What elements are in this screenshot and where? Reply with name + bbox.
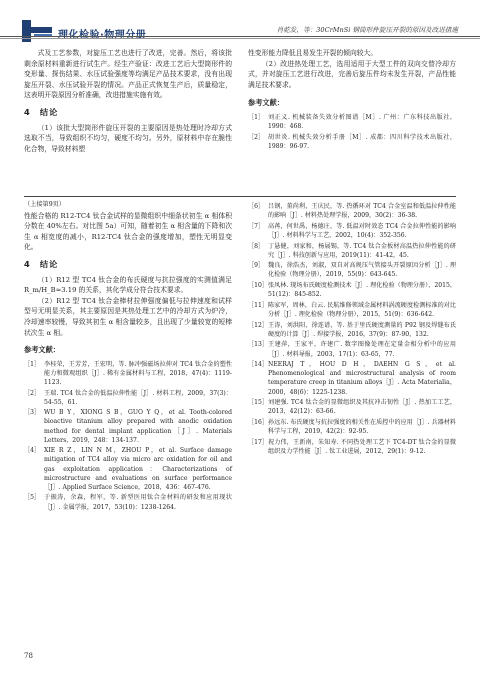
- reference-text: 祝力伟，王新南，朱知寿. 不同热处理工艺下 TC4-DT 钛合金的显微组织及力学性能［J］. 钛工业进展，2012，29(1)：9-12.: [268, 438, 456, 455]
- reference-text: 孙远东. 布氏硬度与抗拉强度的相关性在质控中的应用［J］. 兵器材料科学与工程，2019，42(2)：92-95.: [268, 419, 456, 436]
- section-heading-conclusion: 4 结论: [24, 258, 59, 269]
- body-paragraph: （1）该批大型筒形件旋压开裂的主要原因是热处理时冷却方式选取不当，导致组织不均匀，硬度不均匀。另外，原材料中存在脆性化合物，导致材料塑: [24, 123, 232, 153]
- journal-logo-icon: [22, 20, 52, 42]
- top-right-column: [248, 48, 456, 153]
- reference-item: [248, 133, 456, 151]
- reference-item: [24, 408, 232, 444]
- article-divider: [24, 196, 456, 197]
- body-paragraph: 式及工艺参数，对旋压工艺也进行了改进，完善。然后，将该批剩余原材料重新进行试生产。经生产验证：改进工艺后大型筒形件的变形量、探伤结果、水压试验强度等均满足产品技术要求，没有出现旋压开裂、水压试验开裂的情况。产品正式恢复生产后，质量稳定，这表明开裂原因分析准确，改进措施实施有效。: [24, 49, 232, 100]
- reference-item: [248, 301, 456, 319]
- reference-item: [248, 360, 456, 396]
- body-paragraph: （2）R12 型 TC4 钛合金棒材拉伸强度偏低与拉伸速度和试样型号无明显关系，其主要原因是其热处理工艺中的冷却方式为炉冷，冷却速率较慢，导致其初生 α 相含量较多，且出现了少量较宽的短棒状次生 α 相。: [24, 296, 232, 337]
- reference-number: ［17］: [248, 438, 268, 446]
- reference-number: ［6］: [248, 203, 265, 210]
- continued-note: （上接第9页）: [24, 201, 66, 208]
- references-list: [24, 360, 232, 512]
- reference-item: [248, 113, 456, 131]
- reference-text: 魏良，徐浩杰，刘淑，双自对高规压气管接头开裂原因分析［J］. 理化检验（物理分册），2019，55(9)：643-645.: [268, 262, 456, 279]
- reference-item: [248, 418, 456, 436]
- reference-item: [248, 202, 456, 220]
- references-heading: 参考文献：: [248, 98, 284, 108]
- reference-number: ［1］: [24, 360, 41, 368]
- reference-text: WU B Y，XIONG S B，GUO Y Q，et al. Tooth-colored bioactive titanium alloy prepared with anodic oxidation method for dental implant application［J］. Materials Letters，2019，248：134-137.: [44, 409, 232, 444]
- references-list: [248, 202, 456, 456]
- reference-text: 高苒，何世禹，杨德庄，等. 低温对时效态 TC4 合金拉伸性能的影响［J］. 材料科学与工艺，2002，10(4)：352-356.: [268, 222, 456, 239]
- reference-text: 王瑞. TC4 钛合金的低温拉伸性能［J］. 材料工程，2009，37(3)：54-55，61.: [44, 389, 232, 406]
- reference-number: ［12］: [248, 321, 268, 329]
- bottom-left-column: [24, 200, 232, 513]
- reference-text: NEERAJ T，HOU D H，DAEHN G S，et al. Phenomenological and microstructural analysis of room temperature creep in titanium alloys［J］. Acta Materialia，2000，48(6)：1225-1238.: [268, 361, 456, 396]
- reference-number: ［9］: [248, 262, 265, 270]
- header-rule-thin: [0, 38, 480, 39]
- reference-number: ［2］: [248, 133, 265, 141]
- reference-text: 张凤林. 现场布氏硬度检测技术［J］. 理化检验（物理分册），2015，51(12)：845-852.: [268, 282, 456, 299]
- reference-text: 王涛，刘洪阳，徐连谱，等. 基于里氏硬度测量的 P92 钢及焊缝布氏硬度的计算［J］. 焊接学报，2016，37(9)：87-90，132.: [268, 321, 456, 338]
- reference-number: ［1］: [248, 113, 265, 121]
- running-head: 肖乾发，等：30CrMnSi 钢筒形件旋压开裂的原因及改进措施: [276, 26, 458, 34]
- reference-item: [248, 242, 456, 260]
- reference-number: ［16］: [248, 419, 268, 426]
- reference-number: ［5］: [24, 494, 41, 502]
- page-header: [0, 0, 480, 52]
- reference-number: ［3］: [24, 409, 41, 417]
- bottom-right-column: [248, 202, 456, 458]
- body-paragraph: 性变形能力降低且易发生开裂的倾向较大。: [248, 49, 378, 57]
- reference-text: 刘建强. TC4 钛合金的显微组织及其抗冲击韧性［J］. 热加工工艺，2013，42(12)：63-66.: [268, 399, 456, 416]
- reference-number: ［7］: [248, 222, 265, 230]
- reference-number: ［4］: [24, 447, 41, 455]
- reference-item: [24, 493, 232, 511]
- reference-text: 李桂荣，王芳芳，王宏明，等. 脉冲强磁场拉伸对 TC4 钛合金的塑性能力和微观组织［J］. 稀有金属材料与工程，2018，47(4)：1119-1123.: [44, 360, 232, 386]
- section-heading-conclusion: 4 结论: [24, 106, 59, 117]
- reference-text: 陈家军，周林，白云. 民航维修领域金属材料涡流硬度检测标准的对比分析［J］. 理化检验（物理分册），2015，51(9)：636-642.: [268, 301, 456, 318]
- page-number: 78: [24, 652, 33, 660]
- reference-item: [24, 446, 232, 491]
- reference-text: 于振涛，余森，程军，等. 新型医用钛合金材料的研发和应用现状［J］. 金属学报，2017，53(10)：1238-1264.: [44, 494, 232, 511]
- reference-item: [248, 261, 456, 279]
- reference-number: ［14］: [248, 361, 268, 369]
- reference-number: ［2］: [24, 389, 41, 397]
- reference-item: [248, 321, 456, 339]
- references-heading: 参考文献：: [24, 345, 60, 355]
- reference-number: ［13］: [248, 341, 268, 349]
- header-rule: [0, 36, 480, 37]
- reference-item: [248, 281, 456, 299]
- journal-name: [58, 26, 146, 41]
- reference-item: [248, 438, 456, 456]
- reference-item: [248, 340, 456, 358]
- reference-text: 胡世炎. 机械失效分析手册［M］. 成都：四川科学技术出版社，1989：96-97.: [268, 133, 456, 150]
- reference-text: 丁悬健，刘家和，杨展锡，等. TC4 钛合金板材高温热拉伸性能的研究［J］. 科技创新与应用，2019(11)：41-42，45.: [268, 242, 456, 259]
- body-paragraph: （2）改进热处理工艺，选用适用于大型工件的双向交替冷却方式，并对旋压工艺进行改进，完善后旋压件均未发生开裂，产品性能满足技术要求。: [248, 59, 456, 89]
- reference-text: 刘正义. 机械装备失效分析图谱［M］. 广州：广东科技出版社，1990：468.: [268, 113, 456, 131]
- reference-item: [248, 222, 456, 240]
- reference-text: 王建萍，王家平，许建广. 数字图像处理在定量金相分析中的应用［J］. 材料导报，2003，17(1)：63-65，77.: [268, 341, 456, 358]
- reference-number: ［15］: [248, 399, 268, 407]
- reference-item: [248, 398, 456, 416]
- reference-number: ［8］: [248, 242, 265, 250]
- reference-number: ［11］: [248, 301, 268, 309]
- references-list: [248, 113, 456, 151]
- body-paragraph: （1）R12 型 TC4 钛合金的布氏硬度与抗拉强度的实测值满足 R_m/H_B≈3.19 的关系，其化学成分符合技术要求。: [24, 275, 232, 295]
- body-paragraph: 性能合格的 R12-TC4 钛合金试样的显微组织中细条状初生 α 相体积分数在 40%左右。对比图 5a）可知，随着初生 α 相含量的下降和次生 α 相宽度的减小，R12-TC4 钛合金的强度增加，塑性无明显变化。: [24, 211, 232, 252]
- reference-text: XIE R Z，LIN N M，ZHOU P，et al. Surface damage mitigation of TC4 alloy via micro arc oxidation for oil and gas exploitation application：Characterizations of microstructure and evaluations on surface performance［J］. Applied Surface Science，2018，436：467-476.: [44, 447, 232, 491]
- reference-item: [24, 389, 232, 407]
- reference-text: 吕钢，董尚利，王庆民，等. 热循环对 TC4 合金室温和低温拉伸性能的影响［J］. 材料热处理学报，2009，30(2)：36-38.: [268, 203, 456, 220]
- reference-number: ［10］: [248, 282, 268, 290]
- top-left-column: [24, 48, 232, 154]
- reference-item: [24, 360, 232, 387]
